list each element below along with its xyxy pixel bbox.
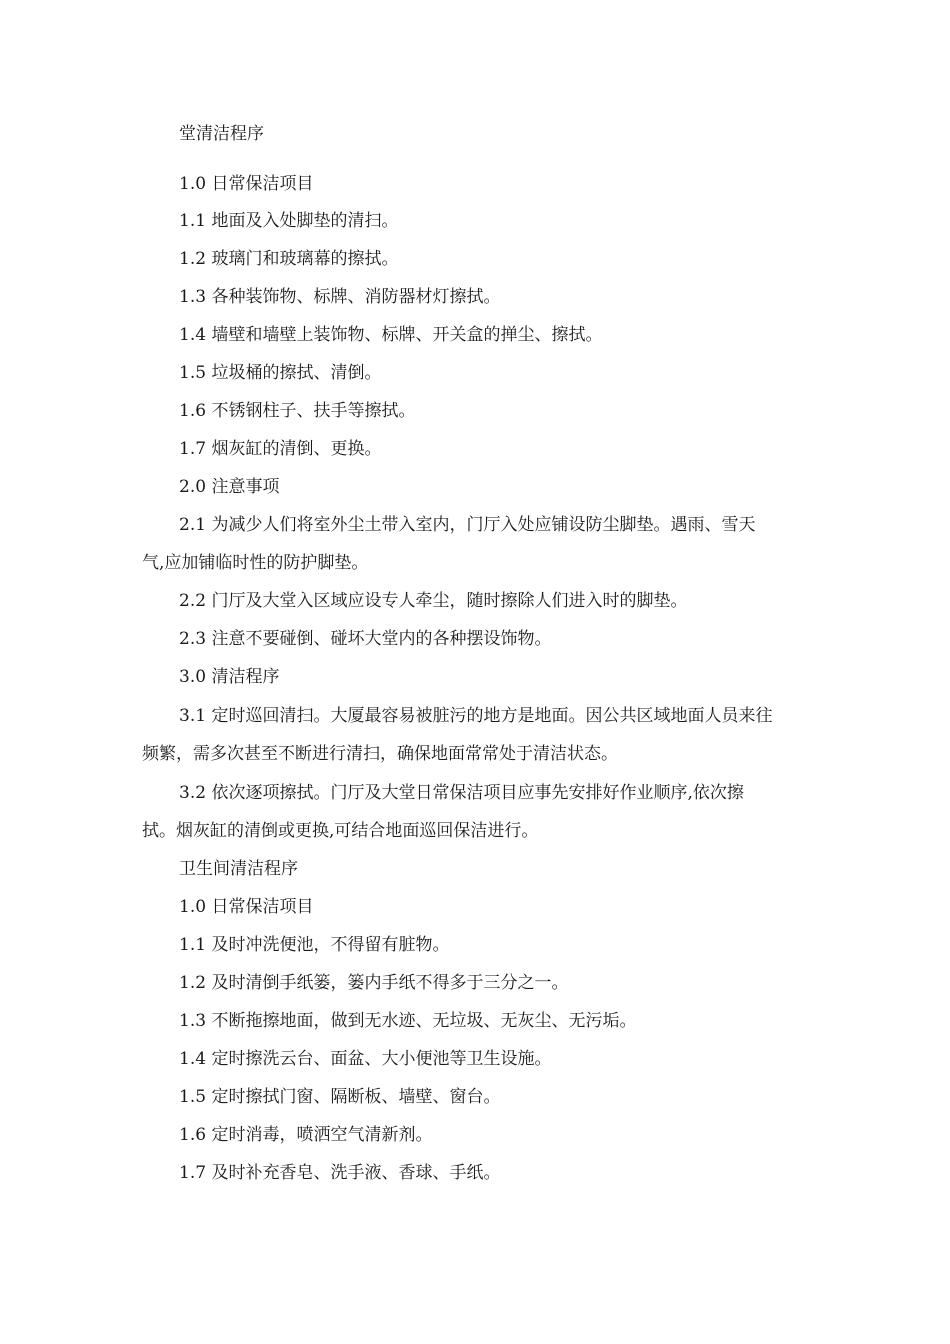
- paragraph-line: 3.1 定时巡回清扫。大厦最容易被脏污的地方是地面。因公共区域地面人员来往: [179, 706, 773, 726]
- list-item: 1.3 各种装饰物、标牌、消防器材灯擦拭。: [179, 287, 501, 307]
- section-title: 堂清洁程序: [179, 124, 264, 144]
- paragraph-line: 2.1 为减少人们将室外尘土带入室内，门厅入处应铺设防尘脚垫。遇雨、雪天: [179, 515, 756, 535]
- paragraph-line: 频繁，需多次甚至不断进行清扫，确保地面常常处于清洁状态。: [142, 744, 618, 764]
- subsection-heading: 2.0 注意事项: [179, 477, 280, 497]
- subsection-heading: 1.0 日常保洁项目: [179, 897, 314, 917]
- list-item: 1.1 及时冲洗便池，不得留有脏物。: [179, 935, 450, 955]
- list-item: 1.7 烟灰缸的清倒、更换。: [179, 439, 382, 459]
- list-item: 1.5 垃圾桶的擦拭、清倒。: [179, 363, 382, 383]
- list-item: 2.2 门厅及大堂入区域应设专人牵尘，随时擦除人们进入时的脚垫。: [179, 591, 688, 611]
- list-item: 1.4 定时擦洗云台、面盆、大小便池等卫生设施。: [179, 1049, 552, 1069]
- list-item: 1.7 及时补充香皂、洗手液、香球、手纸。: [179, 1163, 501, 1183]
- list-item: 1.6 不锈钢柱子、扶手等擦拭。: [179, 401, 416, 421]
- paragraph-line: 气,应加铺临时性的防护脚垫。: [142, 553, 369, 573]
- section-title: 卫生间清洁程序: [179, 859, 298, 879]
- paragraph-line: 拭。烟灰缸的清倒或更换,可结合地面巡回保洁进行。: [142, 821, 539, 841]
- subsection-heading: 3.0 清洁程序: [179, 667, 280, 687]
- subsection-heading: 1.0 日常保洁项目: [179, 174, 314, 194]
- paragraph-line: 3.2 依次逐项擦拭。门厅及大堂日常保洁项目应事先安排好作业顺序,依次擦: [179, 783, 744, 803]
- list-item: 1.2 玻璃门和玻璃幕的擦拭。: [179, 249, 399, 269]
- list-item: 1.3 不断拖擦地面，做到无水迹、无垃圾、无灰尘、无污垢。: [179, 1011, 637, 1031]
- list-item: 1.2 及时清倒手纸篓，篓内手纸不得多于三分之一。: [179, 973, 569, 993]
- list-item: 2.3 注意不要碰倒、碰坏大堂内的各种摆设饰物。: [179, 629, 552, 649]
- list-item: 1.1 地面及入处脚垫的清扫。: [179, 211, 399, 231]
- list-item: 1.6 定时消毒，喷洒空气清新剂。: [179, 1125, 433, 1145]
- list-item: 1.4 墙壁和墙壁上装饰物、标牌、开关盒的掸尘、擦拭。: [179, 325, 603, 345]
- list-item: 1.5 定时擦拭门窗、隔断板、墙壁、窗台。: [179, 1087, 501, 1107]
